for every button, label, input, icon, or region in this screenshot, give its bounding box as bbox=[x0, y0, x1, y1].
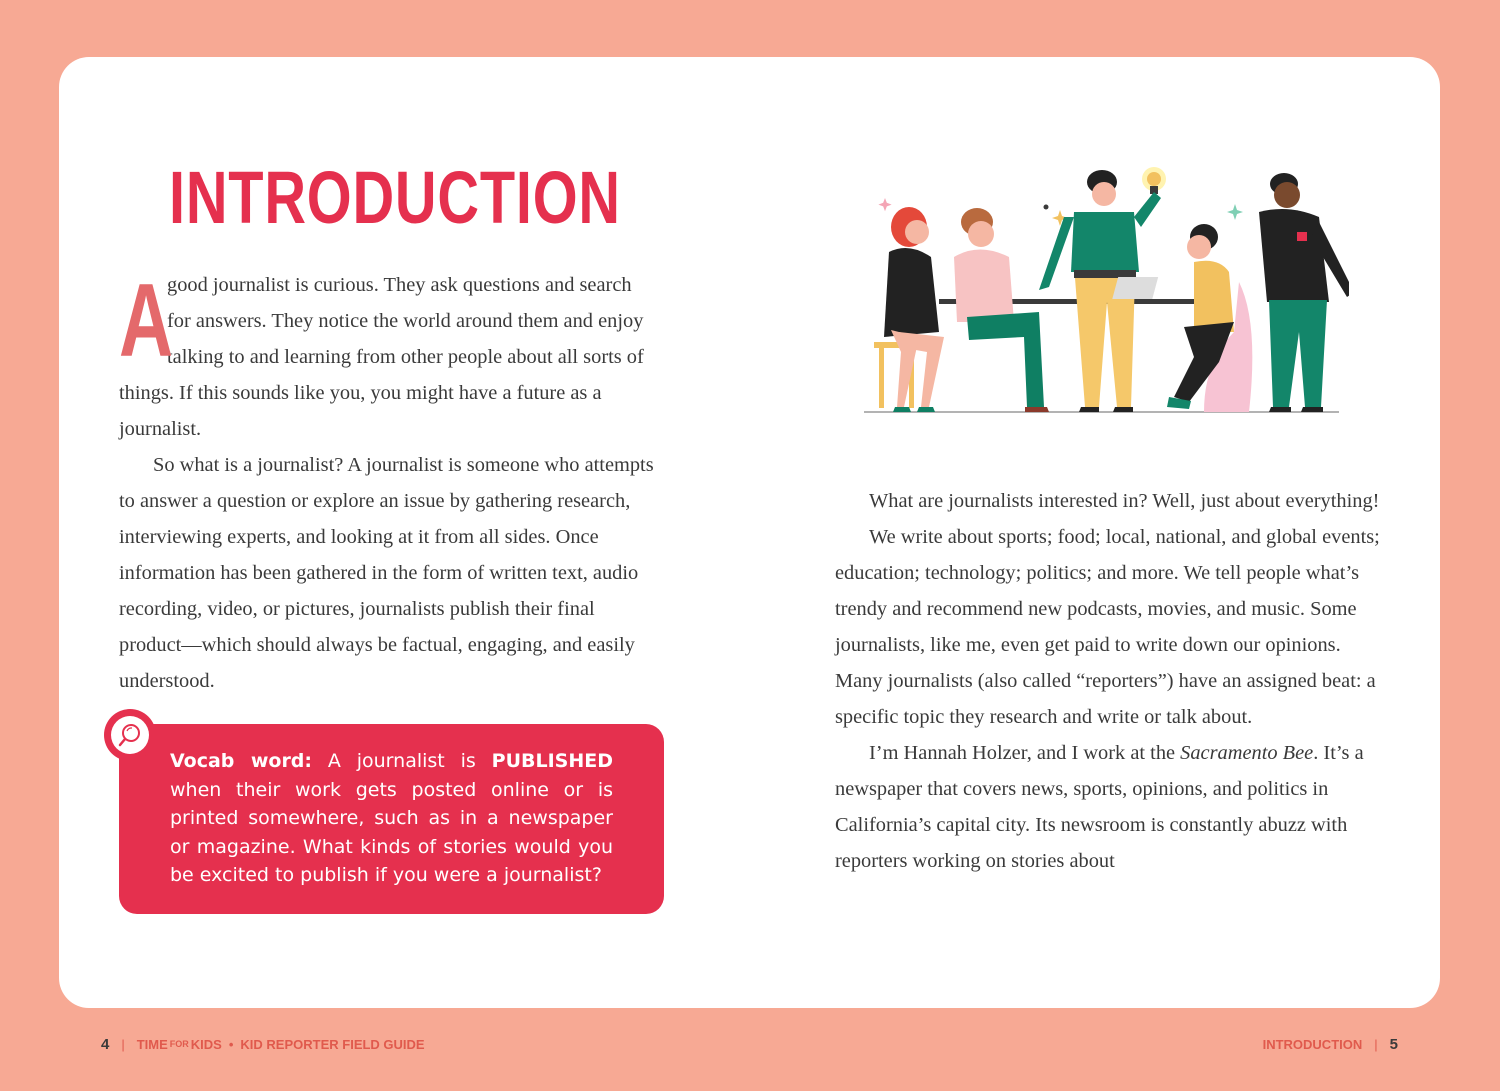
vocab-callout bbox=[119, 724, 664, 914]
right-column bbox=[835, 483, 1385, 879]
left-column bbox=[119, 263, 659, 699]
footer-right bbox=[1263, 1033, 1398, 1055]
footer-bullet: • bbox=[228, 1036, 234, 1052]
intro-paragraph-2: So what is a journalist? A journalist is someone who attempts to answer a question or explore an issue by gathering research, interviewing experts, and looking at it from all sides. Once information has been gathered in the form of written text, audio recording, video, or pictures, journalists publish their final product—which should always be factual, engaging, and easily understood. bbox=[119, 454, 654, 692]
page-number-left: 4 bbox=[101, 1035, 110, 1053]
footer-separator-left: | bbox=[121, 1036, 125, 1052]
book-title: KID REPORTER FIELD GUIDE bbox=[240, 1036, 425, 1052]
newspaper-name: Sacramento Bee bbox=[1180, 742, 1314, 764]
right-paragraph-3 bbox=[835, 735, 1385, 879]
footer-separator-right: | bbox=[1374, 1036, 1378, 1052]
right-paragraph-2: We write about sports; food; local, national, and global events; education; technology; politics; and more. We tell people what’s trendy and recommend new podcasts, movies, and music. Some journalists, like me, even get paid to write down our opinions. Many journalists (also called “reporters”) have an assigned beat: a specific topic they research and write or talk about. bbox=[835, 526, 1380, 728]
vocab-keyword: PUBLISHED bbox=[491, 750, 613, 772]
brand-for: FOR bbox=[169, 1039, 189, 1049]
brand-time: TIME bbox=[136, 1036, 168, 1052]
vocab-label: Vocab word: bbox=[170, 750, 313, 772]
section-name: INTRODUCTION bbox=[1262, 1036, 1363, 1052]
footer-left bbox=[101, 1033, 425, 1055]
page-title: INTRODUCTION bbox=[169, 156, 621, 239]
journalists-meeting-illustration bbox=[849, 162, 1349, 422]
vocab-text-before: A journalist is bbox=[312, 750, 492, 772]
intro-paragraph-1-text: good journalist is curious. They ask questions and search for answers. They notice the world around them and enjoy talking to and learning from other people about all sorts of things. If this sounds like you, you might have a future as a journalist. bbox=[119, 274, 644, 440]
magnifying-glass-icon bbox=[104, 709, 156, 761]
right-paragraph-3-after: . It’s a newspaper that covers news, sports, opinions, and politics in California’s capital city. Its newsroom is constantly abuzz with reporters working on stories about bbox=[835, 742, 1364, 872]
vocab-text-after: when their work gets posted online or is printed somewhere, such as in a newspaper or magazine. What kinds of stories would you be excited to publish if you were a journalist? bbox=[170, 778, 613, 886]
vocab-text bbox=[170, 747, 613, 890]
right-paragraph-1: What are journalists interested in? Well, just about everything! bbox=[869, 490, 1380, 512]
right-paragraph-3-before: I’m Hannah Holzer, and I work at the bbox=[869, 742, 1181, 764]
intro-paragraph-1 bbox=[119, 263, 659, 447]
book-spread bbox=[59, 57, 1440, 1008]
page-number-right: 5 bbox=[1389, 1035, 1398, 1053]
drop-cap: A bbox=[119, 263, 174, 379]
brand-kids: KIDS bbox=[190, 1036, 222, 1052]
